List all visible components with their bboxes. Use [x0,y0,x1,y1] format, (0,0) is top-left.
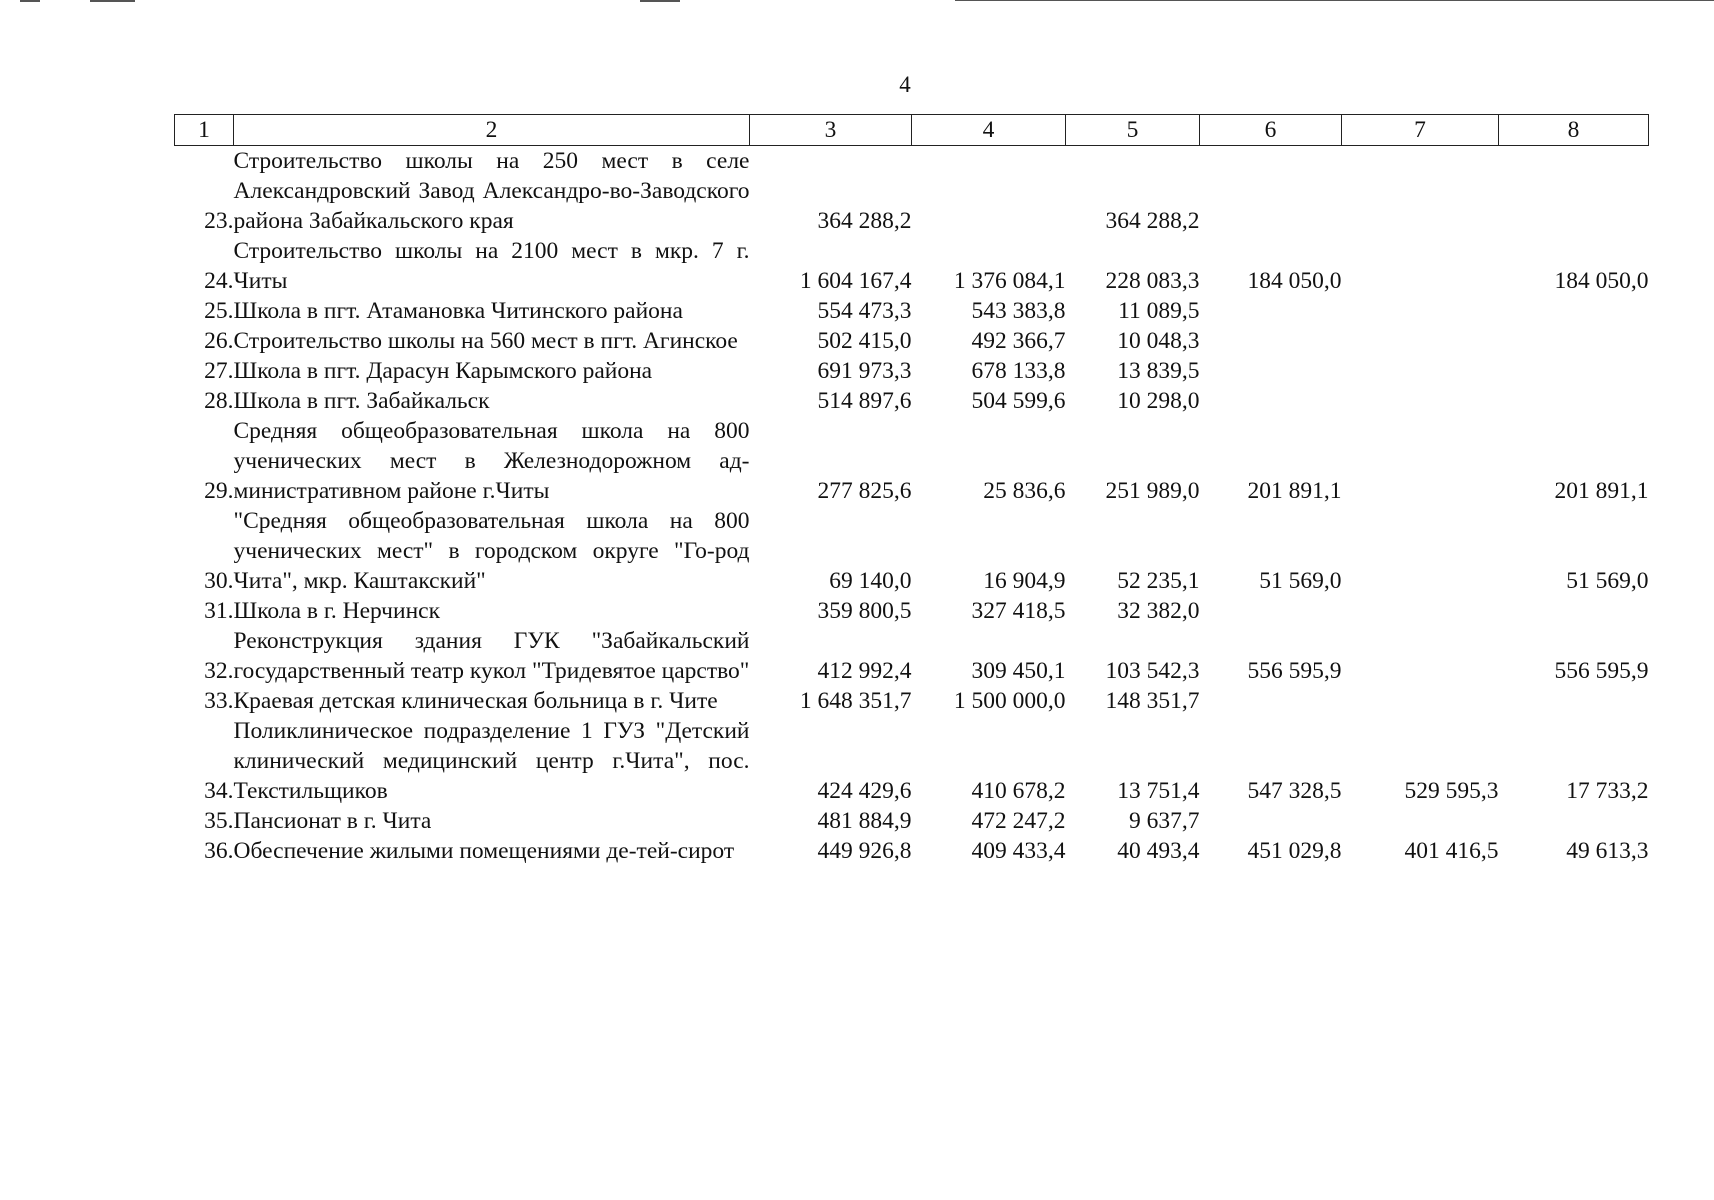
row-description: Школа в пгт. Забайкальск [233,388,490,414]
column-header: 6 [1200,115,1342,146]
scan-artifact-line [955,0,1714,1]
column-number-row [175,115,1649,146]
cell-col-4: 1 376 084,1 [953,268,1066,294]
cell-col-8 [1499,806,1649,836]
row-number: 24. [204,268,234,294]
row-description: "Средняя общеобразовательная школа на 800 ученических мест" в городском округе "Го-род Чита", мкр. Каштакский" [233,508,750,594]
cell-total: 514 897,6 [817,388,912,414]
cell-col-6 [1200,326,1342,356]
cell-col-8 [1499,356,1649,386]
cell-col-5: 40 493,4 [1117,838,1200,864]
row-number: 31. [204,598,234,624]
cell-col-6 [1200,386,1342,416]
cell-col-8 [1499,686,1649,716]
column-header: 8 [1499,115,1649,146]
cell-col-4: 543 383,8 [971,298,1066,324]
cell-col-5: 364 288,2 [1105,208,1200,234]
cell-col-6 [1200,686,1342,716]
column-header: 7 [1342,115,1499,146]
row-number: 27. [204,358,234,384]
table-row [175,296,1649,326]
cell-total: 412 992,4 [817,658,912,684]
row-description: Школа в г. Нерчинск [233,598,440,624]
cell-col-5: 10 298,0 [1117,388,1200,414]
cell-col-6: 556 595,9 [1247,658,1342,684]
cell-col-4: 16 904,9 [983,568,1066,594]
table-row [175,356,1649,386]
cell-col-7 [1342,626,1499,686]
row-number: 23. [204,208,234,234]
cell-col-4: 504 599,6 [971,388,1066,414]
row-description: Школа в пгт. Атамановка Читинского района [233,298,683,324]
row-description: Пансионат в г. Чита [233,808,432,834]
cell-col-7 [1342,296,1499,326]
cell-total: 359 800,5 [817,598,912,624]
cell-col-4: 309 450,1 [971,658,1066,684]
cell-col-6: 184 050,0 [1247,268,1342,294]
table-row [175,146,1649,237]
cell-col-5: 13 839,5 [1117,358,1200,384]
row-description: Строительство школы на 250 мест в селе Александровский Завод Александро-во-Заводского района Забайкальского края [233,148,750,234]
scan-artifact-line [20,0,40,2]
table-row [175,416,1649,506]
cell-col-8 [1499,386,1649,416]
column-header: 4 [912,115,1066,146]
budget-table [174,114,1649,866]
row-description: Строительство школы на 560 мест в пгт. Агинское [233,328,738,354]
cell-col-6: 547 328,5 [1247,778,1342,804]
cell-col-4: 409 433,4 [971,838,1066,864]
column-header: 1 [175,115,234,146]
table-row [175,716,1649,806]
cell-col-5: 11 089,5 [1118,298,1200,324]
cell-col-5: 148 351,7 [1105,688,1200,714]
cell-total: 554 473,3 [817,298,912,324]
row-description: Средняя общеобразовательная школа на 800 ученических мест в Железнодорожном ад-министративном районе г.Читы [233,418,750,504]
row-number: 26. [204,328,234,354]
cell-col-8: 49 613,3 [1566,838,1649,864]
row-description: Строительство школы на 2100 мест в мкр. 7 г. Читы [233,238,750,294]
cell-col-6: 201 891,1 [1247,478,1342,504]
cell-col-7 [1342,806,1499,836]
cell-col-8: 201 891,1 [1554,478,1649,504]
table-row [175,386,1649,416]
cell-col-4: 1 500 000,0 [953,688,1066,714]
cell-col-8: 556 595,9 [1554,658,1649,684]
cell-col-5: 13 751,4 [1117,778,1200,804]
cell-col-4: 327 418,5 [971,598,1066,624]
cell-col-5: 10 048,3 [1117,328,1200,354]
cell-col-7 [1342,326,1499,356]
cell-col-7 [1342,596,1499,626]
cell-col-6 [1200,806,1342,836]
cell-total: 449 926,8 [817,838,912,864]
column-header: 5 [1066,115,1200,146]
cell-total: 277 825,6 [817,478,912,504]
row-description: Школа в пгт. Дарасун Карымского района [233,358,653,384]
cell-col-7 [1342,236,1499,296]
column-header: 2 [234,115,750,146]
row-number: 36. [204,838,234,864]
cell-col-7 [1342,386,1499,416]
cell-col-6: 51 569,0 [1259,568,1342,594]
cell-col-4: 492 366,7 [971,328,1066,354]
cell-col-6 [1200,146,1342,237]
row-number: 32. [204,658,234,684]
cell-col-4: 410 678,2 [971,778,1066,804]
row-number: 34. [204,778,234,804]
cell-total: 1 604 167,4 [799,268,912,294]
page-number: 4 [899,72,911,97]
table-row [175,506,1649,596]
row-number: 33. [204,688,234,714]
cell-col-6 [1200,296,1342,326]
table-row [175,326,1649,356]
cell-col-8: 51 569,0 [1566,568,1649,594]
cell-total: 424 429,6 [817,778,912,804]
cell-col-4 [912,146,1066,237]
cell-col-5: 251 989,0 [1105,478,1200,504]
cell-col-7: 529 595,3 [1404,778,1499,804]
cell-col-8: 184 050,0 [1554,268,1649,294]
row-number: 29. [204,478,234,504]
table-row [175,626,1649,686]
cell-total: 69 140,0 [829,568,912,594]
cell-total: 691 973,3 [817,358,912,384]
table-row [175,836,1649,866]
row-description: Поликлиническое подразделение 1 ГУЗ "Детский клинический медицинский центр г.Чита", пос. Текстильщиков [233,718,750,804]
row-description: Обеспечение жилыми помещениями де-тей-сирот [233,838,735,864]
cell-col-5: 103 542,3 [1105,658,1200,684]
cell-col-8 [1499,146,1649,237]
cell-total: 502 415,0 [817,328,912,354]
cell-col-7 [1342,506,1499,596]
row-number: 35. [204,808,234,834]
cell-total: 1 648 351,7 [799,688,912,714]
cell-col-5: 9 637,7 [1129,808,1200,834]
cell-col-4: 678 133,8 [971,358,1066,384]
cell-col-5: 32 382,0 [1117,598,1200,624]
cell-col-4: 472 247,2 [971,808,1066,834]
column-header: 3 [750,115,912,146]
scan-artifact-line [90,0,135,2]
cell-col-8: 17 733,2 [1566,778,1649,804]
table-row [175,596,1649,626]
cell-col-7 [1342,356,1499,386]
cell-col-7: 401 416,5 [1404,838,1499,864]
cell-col-7 [1342,686,1499,716]
cell-col-5: 52 235,1 [1117,568,1200,594]
row-number: 25. [204,298,234,324]
scan-artifact-line [640,0,680,2]
cell-col-7 [1342,416,1499,506]
cell-col-6 [1200,356,1342,386]
cell-col-7 [1342,146,1499,237]
table-row [175,806,1649,836]
cell-col-8 [1499,296,1649,326]
table-row [175,236,1649,296]
cell-col-5: 228 083,3 [1105,268,1200,294]
row-number: 28. [204,388,234,414]
cell-total: 481 884,9 [817,808,912,834]
table-row [175,686,1649,716]
cell-total: 364 288,2 [817,208,912,234]
row-description: Реконструкция здания ГУК "Забайкальский государственный театр кукол "Тридевятое царство" [233,628,750,684]
row-number: 30. [204,568,234,594]
cell-col-6: 451 029,8 [1247,838,1342,864]
cell-col-4: 25 836,6 [983,478,1066,504]
cell-col-6 [1200,596,1342,626]
cell-col-8 [1499,326,1649,356]
cell-col-8 [1499,596,1649,626]
row-description: Краевая детская клиническая больница в г. Чите [233,688,718,714]
